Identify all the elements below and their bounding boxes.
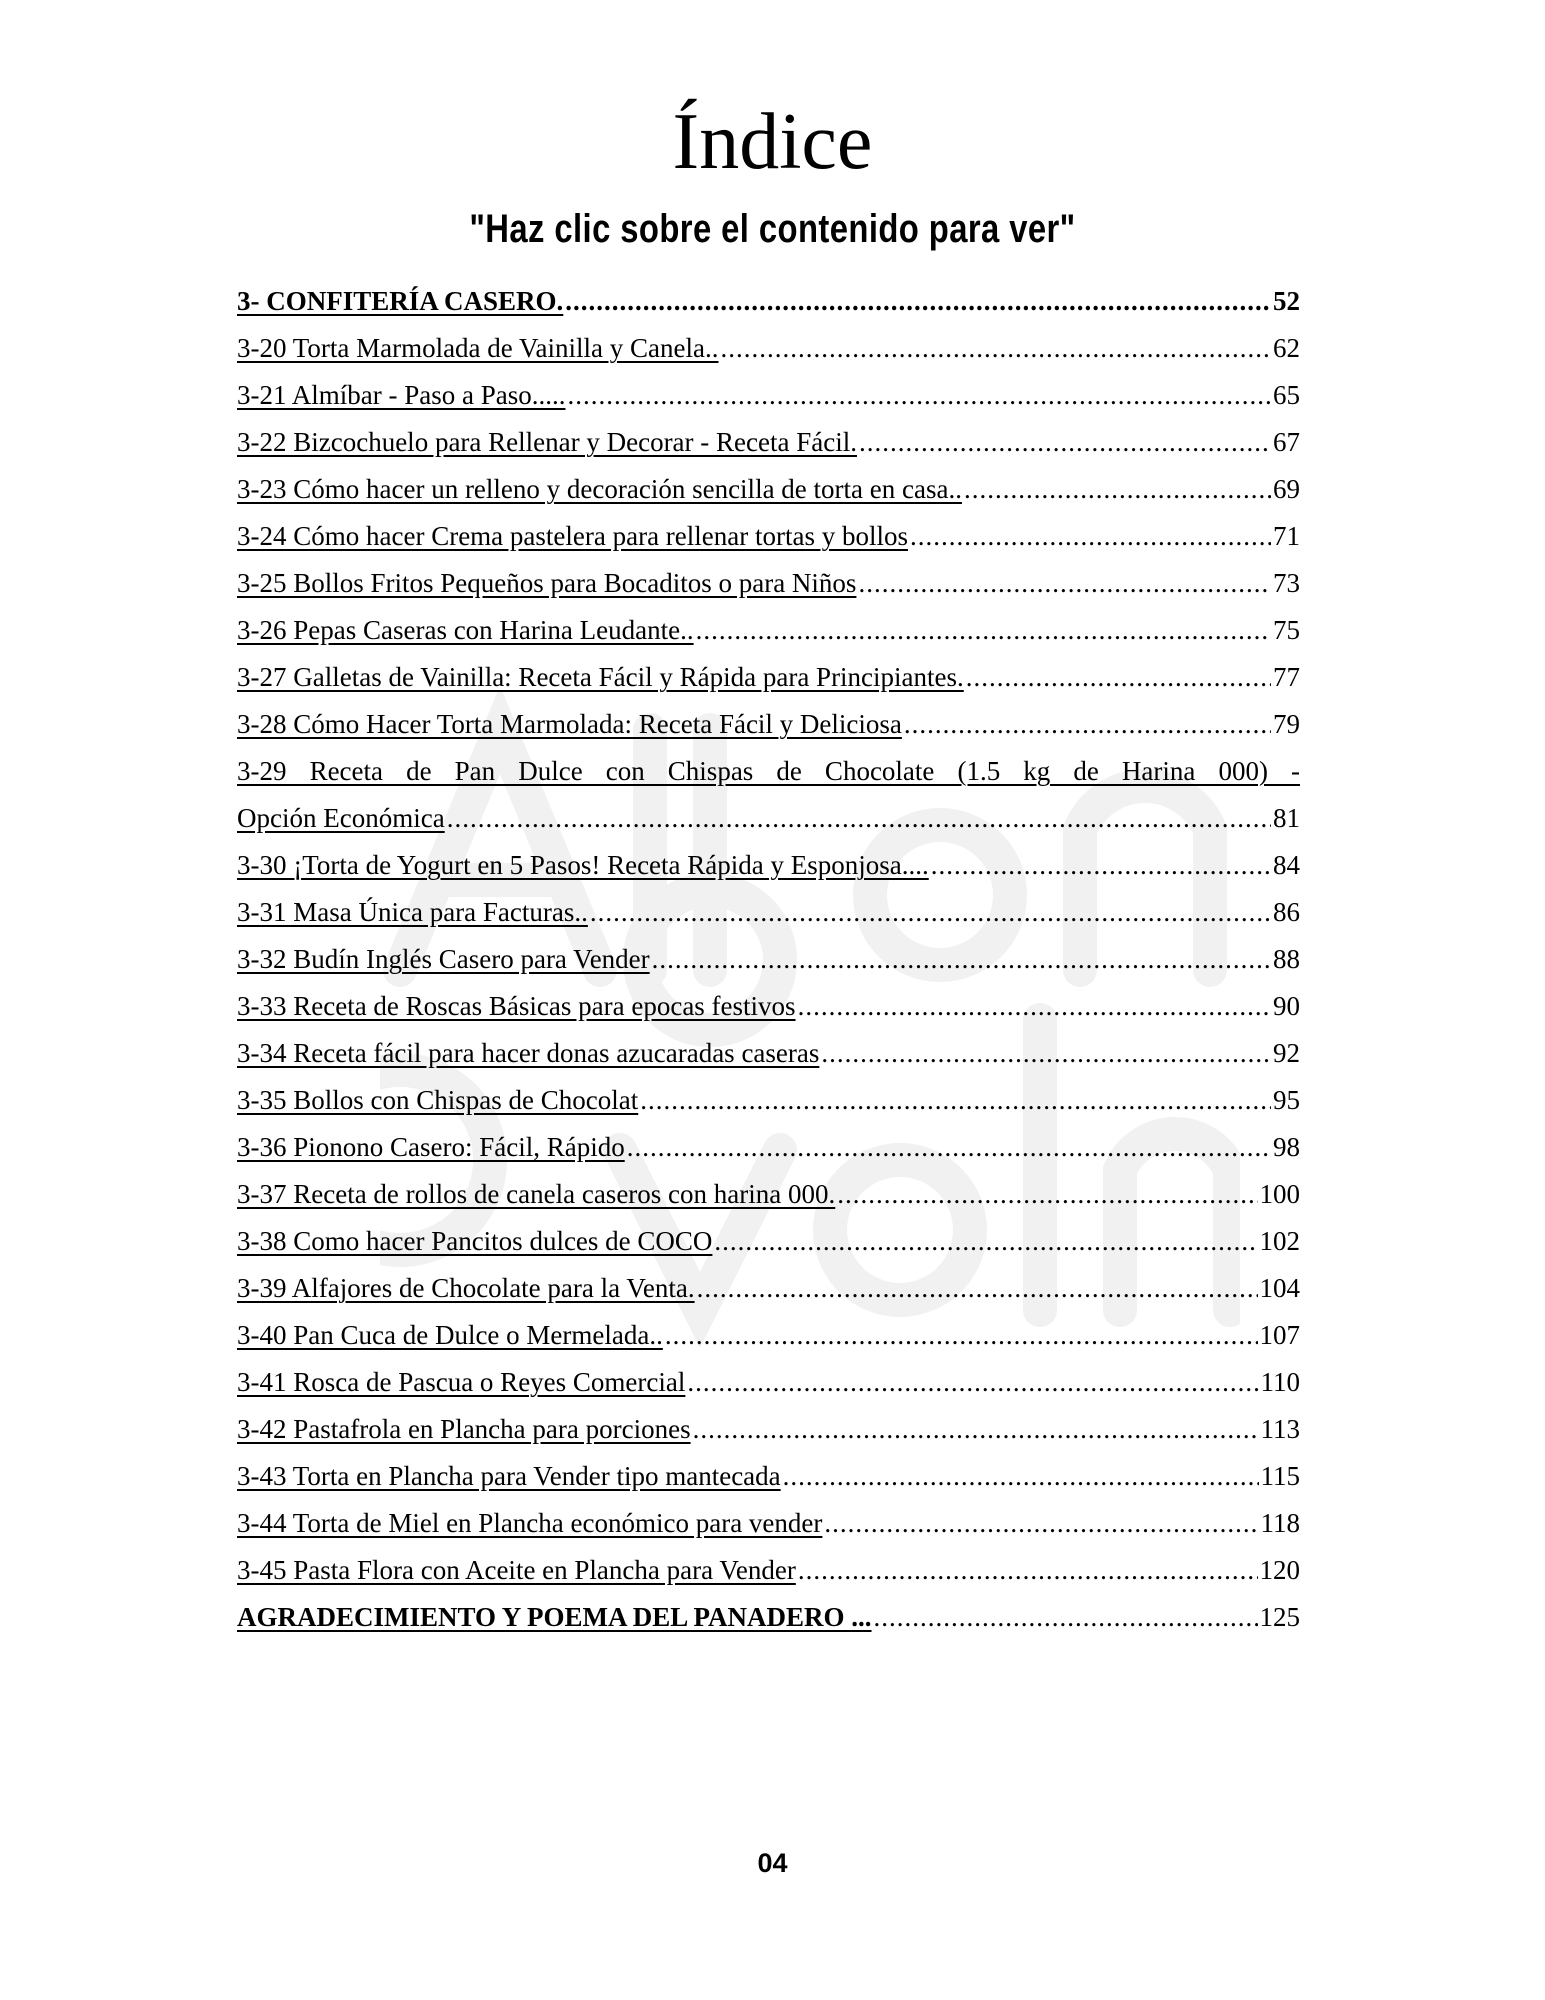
- toc-entry[interactable]: [237, 1359, 1300, 1406]
- toc-entry-page: 62: [1273, 333, 1300, 363]
- toc-entry-page: 92: [1273, 1038, 1300, 1068]
- toc-entry-page: 104: [1259, 1273, 1300, 1303]
- leader-dots: [931, 842, 1271, 889]
- toc-entry-label: 3-22 Bizcochuelo para Rellenar y Decorar - Receta Fácil.: [237, 427, 857, 457]
- toc-entry-page: 71: [1273, 521, 1300, 551]
- leader-dots: [590, 889, 1271, 936]
- toc-entry[interactable]: [237, 1453, 1300, 1500]
- leader-dots: [798, 1547, 1258, 1594]
- toc-entry[interactable]: [237, 1312, 1300, 1359]
- toc-entry-agradecimiento[interactable]: [237, 1594, 1300, 1641]
- toc-entry-label: 3-24 Cómo hacer Crema pastelera para rellenar tortas y bollos: [237, 521, 908, 551]
- toc-entry-page: 79: [1273, 709, 1300, 739]
- toc-entry[interactable]: [237, 701, 1300, 748]
- toc-entry-label: 3-43 Torta en Plancha para Vender tipo mantecada: [237, 1461, 781, 1491]
- leader-dots: [567, 372, 1271, 419]
- leader-dots: [874, 1594, 1258, 1641]
- toc-entry[interactable]: [237, 466, 1300, 513]
- toc-entry-page: 120: [1259, 1555, 1300, 1585]
- toc-entry-label: 3-41 Rosca de Pascua o Reyes Comercial: [237, 1367, 686, 1397]
- leader-dots: [565, 278, 1271, 325]
- toc-entry[interactable]: [237, 1406, 1300, 1453]
- toc-entry-page: 115: [1260, 1461, 1300, 1491]
- toc-entry-page: 77: [1273, 662, 1300, 692]
- toc-entry-page: 100: [1259, 1179, 1300, 1209]
- toc-entry-label: 3-28 Cómo Hacer Torta Marmolada: Receta Fácil y Deliciosa: [237, 709, 902, 739]
- toc-entry-page: 86: [1273, 897, 1300, 927]
- toc-entry-label: 3-27 Galletas de Vainilla: Receta Fácil y Rápida para Principiantes.: [237, 662, 964, 692]
- leader-dots: [798, 983, 1271, 1030]
- toc-heading-confiteria[interactable]: [237, 278, 1300, 325]
- toc-entry-label-line2: Opción Económica: [237, 803, 445, 833]
- toc-entry-label: 3-34 Receta fácil para hacer donas azucaradas caseras: [237, 1038, 820, 1068]
- toc-entry-page: 67: [1273, 427, 1300, 457]
- toc-entry-label: 3-30 ¡Torta de Yogurt en 5 Pasos! Receta Rápida y Esponjosa....: [237, 850, 929, 880]
- leader-dots: [447, 795, 1271, 842]
- toc-entry[interactable]: [237, 1265, 1300, 1312]
- toc-entry-label: 3-38 Como hacer Pancitos dulces de COCO: [237, 1226, 713, 1256]
- toc-entry-line2: [237, 795, 1300, 842]
- leader-dots: [720, 325, 1271, 372]
- leader-dots: [687, 1359, 1258, 1406]
- toc-entry[interactable]: [237, 1171, 1300, 1218]
- leader-dots: [640, 1077, 1271, 1124]
- toc-entry-label: AGRADECIMIENTO Y POEMA DEL PANADERO ...: [237, 1602, 872, 1632]
- leader-dots: [966, 654, 1271, 701]
- toc-entry-label: 3-45 Pasta Flora con Aceite en Plancha para Vender: [237, 1555, 796, 1585]
- toc-entry-label: 3-36 Pionono Casero: Fácil, Rápido: [237, 1132, 625, 1162]
- toc-entry-page: 88: [1273, 944, 1300, 974]
- toc-entry[interactable]: [237, 560, 1300, 607]
- toc-entry-label: 3-35 Bollos con Chispas de Chocolat: [237, 1085, 639, 1115]
- toc-entry-label: 3-42 Pastafrola en Plancha para porciones: [237, 1414, 691, 1444]
- page-title: Índice: [672, 98, 873, 186]
- leader-dots: [665, 1312, 1258, 1359]
- toc-entry-page: 113: [1260, 1414, 1300, 1444]
- toc-entry-page: 90: [1273, 991, 1300, 1021]
- toc-entry-label: 3-37 Receta de rollos de canela caseros con harina 000.: [237, 1179, 836, 1209]
- toc-entry-page: 84: [1273, 850, 1300, 880]
- leader-dots: [714, 1218, 1257, 1265]
- leader-dots: [783, 1453, 1259, 1500]
- toc-entry-label: 3-20 Torta Marmolada de Vainilla y Canela..: [237, 333, 719, 363]
- toc-entry-page: 65: [1273, 380, 1300, 410]
- toc-entry-page: 118: [1260, 1508, 1300, 1538]
- toc-entry-label: 3-32 Budín Inglés Casero para Vender: [237, 944, 650, 974]
- toc-entry-page: 52: [1273, 286, 1300, 316]
- toc-entry-page: 95: [1273, 1085, 1300, 1115]
- leader-dots: [904, 701, 1271, 748]
- toc-entry-page: 107: [1259, 1320, 1300, 1350]
- toc-entry-page: 75: [1273, 615, 1300, 645]
- toc-entry[interactable]: [237, 513, 1300, 560]
- toc-entry[interactable]: [237, 1500, 1300, 1547]
- leader-dots: [696, 607, 1271, 654]
- toc-entry-page: 125: [1259, 1602, 1300, 1632]
- leader-dots: [964, 466, 1271, 513]
- toc-entry-page: 69: [1273, 474, 1300, 504]
- toc-entry[interactable]: [237, 889, 1300, 936]
- toc-entry-page: 73: [1273, 568, 1300, 598]
- leader-dots: [910, 513, 1271, 560]
- toc-entry[interactable]: [237, 654, 1300, 701]
- toc-entry-label: 3-31 Masa Única para Facturas..: [237, 897, 588, 927]
- leader-dots: [859, 419, 1271, 466]
- toc-entry[interactable]: [237, 372, 1300, 419]
- toc-entry-page: 81: [1273, 803, 1300, 833]
- toc-entry[interactable]: [237, 936, 1300, 983]
- leader-dots: [821, 1030, 1271, 1077]
- toc-entry-label: 3-23 Cómo hacer un relleno y decoración sencilla de torta en casa..: [237, 474, 962, 504]
- toc-entry-label: 3- CONFITERÍA CASERO.: [237, 286, 564, 316]
- toc-entry-label: 3-40 Pan Cuca de Dulce o Mermelada..: [237, 1320, 663, 1350]
- toc-entry-page: 102: [1259, 1226, 1300, 1256]
- toc-entry[interactable]: [237, 1030, 1300, 1077]
- toc-entry[interactable]: [237, 1077, 1300, 1124]
- table-of-contents: [237, 278, 1300, 1641]
- toc-entry-label: 3-26 Pepas Caseras con Harina Leudante..: [237, 615, 694, 645]
- toc-entry[interactable]: [237, 607, 1300, 654]
- leader-dots: [693, 1406, 1259, 1453]
- leader-dots: [627, 1124, 1271, 1171]
- toc-entry[interactable]: [237, 1547, 1300, 1594]
- page-subtitle: "Haz clic sobre el contenido para ver": [469, 207, 1076, 251]
- toc-entry[interactable]: [237, 983, 1300, 1030]
- leader-dots: [858, 560, 1271, 607]
- toc-entry[interactable]: [237, 842, 1300, 889]
- leader-dots: [837, 1171, 1257, 1218]
- toc-entry-label: 3-25 Bollos Fritos Pequeños para Bocaditos o para Niños: [237, 568, 857, 598]
- toc-entry[interactable]: [237, 419, 1300, 466]
- toc-entry[interactable]: [237, 325, 1300, 372]
- toc-entry-label: 3-39 Alfajores de Chocolate para la Venta.: [237, 1273, 695, 1303]
- toc-entry-page: 98: [1273, 1132, 1300, 1162]
- page-number: 04: [757, 1848, 788, 1878]
- leader-dots: [824, 1500, 1258, 1547]
- toc-entry[interactable]: [237, 1124, 1300, 1171]
- toc-entry-label: 3-21 Almíbar - Paso a Paso.....: [237, 380, 566, 410]
- toc-entry[interactable]: [237, 1218, 1300, 1265]
- leader-dots: [652, 936, 1271, 983]
- toc-entry-label: 3-33 Receta de Roscas Básicas para epocas festivos: [237, 991, 796, 1021]
- leader-dots: [697, 1265, 1258, 1312]
- toc-entry-label-line1: 3-29 Receta de Pan Dulce con Chispas de Chocolate (1.5 kg de Harina 000) -: [237, 756, 1300, 786]
- toc-entry-wrapped[interactable]: [237, 748, 1300, 842]
- toc-entry-page: 110: [1260, 1367, 1300, 1397]
- toc-entry-label: 3-44 Torta de Miel en Plancha económico para vender: [237, 1508, 823, 1538]
